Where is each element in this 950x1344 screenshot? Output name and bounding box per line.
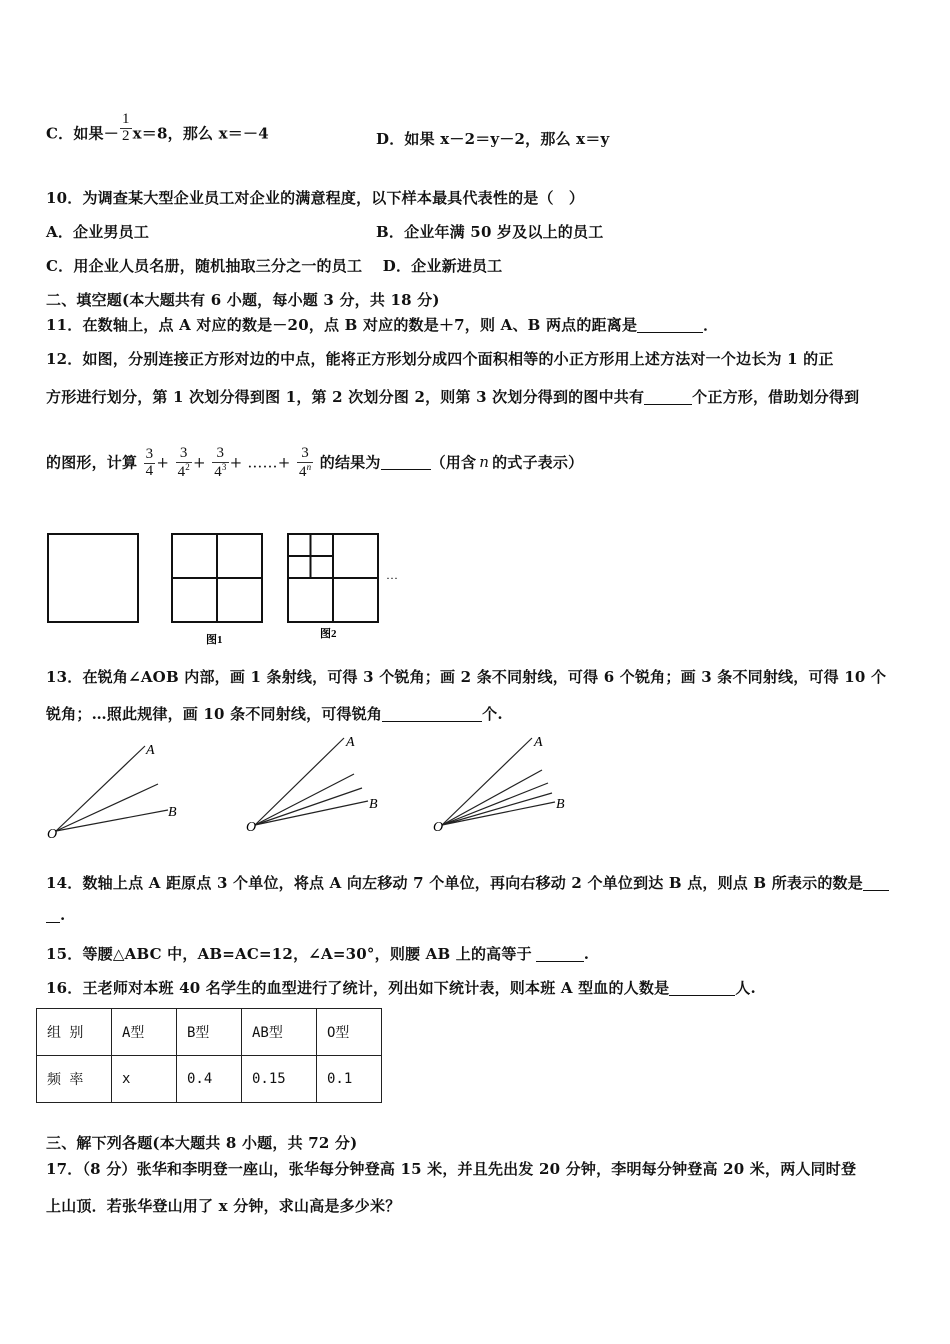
q13-line-1: 13．在锐角∠AOB 内部，画 1 条射线，可得 3 个锐角；画 2 条不同射线，可得 6 个锐角；画 3 条不同射线，可得 10 个 — [46, 668, 887, 686]
q14-line-1 — [46, 872, 889, 893]
q15-text — [46, 943, 589, 964]
fraction-3-over-4-cubed — [212, 446, 228, 481]
point-o-label: O — [47, 827, 58, 840]
q9-option-d: D．如果 x－2＝y－2，那么 x＝y — [376, 130, 610, 148]
frac-numerator: 3 — [216, 445, 225, 461]
q12-line-3d: 的式子表示） — [492, 453, 584, 472]
angle-figure-1 — [56, 746, 168, 831]
frac-base: 4 — [177, 463, 186, 480]
angle-figure-3 — [442, 738, 555, 825]
q9-option-c — [46, 111, 269, 151]
q16-text — [46, 977, 756, 998]
q15-end: . — [583, 945, 590, 963]
q10-options-cd: C．用企业人员名册，随机抽取三分之一的员工 D．企业新进员工 — [46, 257, 503, 275]
table-cell: 频 率 — [37, 1056, 112, 1103]
frac-base: 4 — [298, 463, 307, 480]
answer-blank — [637, 317, 703, 333]
section-3-title: 三、解下列各题(本大题共 8 小题，共 72 分) — [46, 1134, 358, 1152]
q11-end: ． — [703, 316, 719, 334]
plus-sign: + — [156, 453, 170, 472]
q14-end: . — [60, 906, 66, 924]
answer-blank — [644, 389, 692, 405]
frac-denominator: 2 — [121, 127, 130, 144]
q11-stem: 11．在数轴上，点 A 对应的数是－20，点 B 对应的数是＋7，则 A、B 两点的距离是 — [46, 316, 638, 334]
q12-line-3c: （用含 — [430, 453, 477, 472]
q14-stem: 14．数轴上点 A 距原点 3 个单位，将点 A 向左移动 7 个单位，再向右移动 2 个单位到达 B 点，则点 B 所表示的数是 — [46, 874, 863, 892]
q10-option-a: A．企业男员工 — [46, 223, 150, 241]
frac-numerator: 1 — [121, 111, 130, 127]
fraction-3-over-4-n — [297, 446, 313, 481]
frac-denominator — [297, 462, 313, 481]
figure-2-square — [288, 534, 378, 622]
table-cell: O型 — [317, 1009, 382, 1056]
frac-base: 4 — [214, 463, 222, 480]
q9-c-label: C．如果－ — [46, 124, 119, 143]
point-a-label: A — [534, 735, 543, 750]
figure-1-caption: 图1 — [206, 634, 223, 646]
frac-exponent: 3 — [221, 461, 227, 472]
table-row — [37, 1056, 382, 1103]
q13-line-2 — [46, 703, 503, 724]
q12-line-3b: 的结果为 — [319, 453, 381, 472]
answer-blank — [669, 980, 735, 996]
frac-exponent: 2 — [185, 461, 190, 472]
frac-denominator — [212, 462, 228, 481]
frac-numerator: 3 — [301, 445, 309, 461]
q12-line-2b: 个正方形，借助划分得到 — [692, 388, 860, 406]
answer-blank — [536, 946, 584, 962]
frac-exponent: n — [306, 461, 312, 472]
q9-c-rest: x＝8，那么 x＝－4 — [132, 124, 269, 143]
q17-line-2: 上山顶．若张华登山用了 x 分钟，求山高是多少米？ — [46, 1197, 401, 1215]
point-o-label: O — [433, 820, 444, 835]
table-cell: 0.4 — [177, 1056, 242, 1103]
table-cell: B型 — [177, 1009, 242, 1056]
frac-numerator: 3 — [145, 446, 154, 462]
figure-1-square — [172, 534, 262, 622]
section-2-title: 二、填空题(本大题共有 6 小题，每小题 3 分，共 18 分) — [46, 291, 440, 309]
point-o-label: O — [246, 820, 257, 835]
fraction-3-over-4-squared — [176, 446, 192, 481]
q15-stem: 15．等腰△ABC 中，AB=AC=12，∠A=30°，则腰 AB 上的高等于 — [46, 945, 532, 963]
q10-stem: 10．为调查某大型企业员工对企业的满意程度，以下样本最具代表性的是（ ） — [46, 189, 585, 207]
q12-line-2a: 方形进行划分，第 1 次划分得到图 1，第 2 次划分图 2，则第 3 次划分得到的图中共有 — [46, 388, 645, 406]
frac-denominator — [176, 462, 192, 481]
figure-2-caption: 图2 — [320, 628, 337, 640]
variable-n: n — [479, 453, 490, 472]
frac-numerator: 3 — [179, 445, 188, 461]
point-b-label: B — [556, 797, 565, 812]
q13-line-2b: 个. — [482, 705, 503, 723]
table-cell: AB型 — [242, 1009, 317, 1056]
q12-line-3 — [46, 446, 583, 481]
table-cell: 组 别 — [37, 1009, 112, 1056]
q16-stem: 16．王老师对本班 40 名学生的血型进行了统计，列出如下统计表，则本班 A 型血的人数是 — [46, 979, 670, 997]
plus-sign: + — [192, 453, 206, 472]
q10-option-b: B．企业年满 50 岁及以上的员工 — [376, 223, 604, 241]
figure-0-square — [48, 534, 138, 622]
answer-blank — [863, 875, 889, 891]
q12-line-1: 12．如图，分别连接正方形对边的中点，能将正方形划分成四个面积相等的小正方形用上述方法对一个边长为 1 的正 — [46, 350, 834, 368]
frac-denominator: 4 — [145, 462, 154, 479]
q12-line-3a: 的图形，计算 — [46, 453, 138, 472]
point-a-label: A — [146, 743, 155, 758]
q13-angle-figures — [0, 730, 950, 840]
angle-figure-2 — [255, 738, 368, 825]
figure-ellipsis: ··· — [386, 571, 398, 585]
series-dots: + ……+ — [229, 453, 291, 472]
table-cell: x — [112, 1056, 177, 1103]
point-b-label: B — [168, 805, 177, 820]
fraction-3-over-4 — [144, 447, 156, 480]
q17-line-1: 17．（8 分）张华和李明登一座山，张华每分钟登高 15 米，并且先出发 20 分钟，李明每分钟登高 20 米，两人同时登 — [46, 1160, 857, 1178]
table-cell: 0.1 — [317, 1056, 382, 1103]
table-cell: A型 — [112, 1009, 177, 1056]
q14-line-2 — [46, 906, 65, 924]
q11-text — [46, 314, 718, 335]
table-header-row — [37, 1009, 382, 1056]
q13-line-2a: 锐角；…照此规律，画 10 条不同射线，可得锐角 — [46, 705, 383, 723]
q16-end: 人. — [735, 979, 756, 997]
answer-blank — [46, 907, 60, 923]
q12-line-2 — [46, 386, 859, 407]
blood-type-table — [36, 1008, 382, 1103]
point-a-label: A — [346, 735, 355, 750]
table-cell: 0.15 — [242, 1056, 317, 1103]
q12-square-figures — [0, 520, 950, 650]
answer-blank — [381, 454, 431, 470]
answer-blank — [382, 706, 482, 722]
point-b-label: B — [369, 797, 378, 812]
fraction-one-half — [120, 112, 132, 145]
